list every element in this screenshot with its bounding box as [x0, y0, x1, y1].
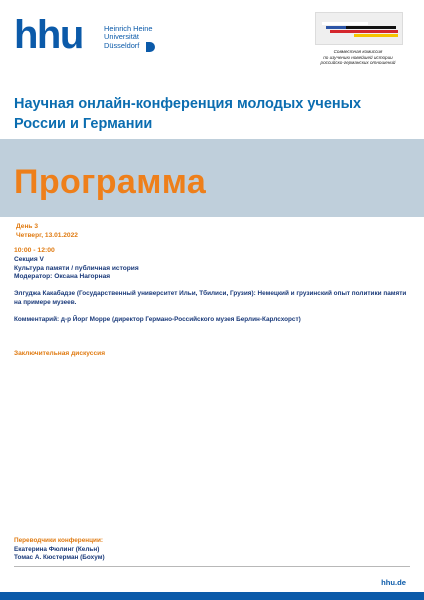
session-moderator: Модератор: Оксана Нагорная [14, 273, 111, 281]
conference-title-line-1: Научная онлайн-конференция молодых ученых [14, 96, 362, 112]
university-line-2: Universität [104, 32, 139, 42]
partner-line-1: Совместная комиссия [333, 49, 383, 54]
partner-commission-logo [315, 12, 403, 64]
flag-emblem-icon [315, 12, 403, 45]
partner-line-2: по изучению новейшей истории [323, 54, 393, 60]
partner-commission-name [303, 49, 413, 66]
program-title: Программа [14, 163, 207, 201]
hhu-logo [14, 16, 104, 54]
conference-title [14, 94, 414, 134]
university-line-3: Düsseldorf [104, 40, 140, 50]
day-label: День 3 [16, 223, 38, 230]
session-block [14, 247, 139, 282]
translators-block [14, 537, 105, 563]
session-topic: Культура памяти / публичная история [14, 264, 139, 272]
translators-label: Переводчики конференции: [14, 537, 104, 544]
partner-line-3: российско-германских отношений [320, 60, 396, 66]
session-section: Секция V [14, 256, 44, 264]
footer-bar [0, 592, 424, 600]
hhu-d-mark-icon [146, 42, 156, 52]
day-info [16, 222, 78, 240]
footer-divider [14, 566, 410, 567]
day-date: Четверг, 13.01.2022 [16, 232, 78, 239]
translator-name: Томас А. Кюстерман (Бохум) [14, 554, 105, 562]
commentary-entry: Комментарий: д-р Йорг Морре (директор Германо-Российского музея Берлин-Карлсхорст) [14, 316, 301, 323]
footer-site-link[interactable]: hhu.de [381, 578, 406, 587]
conference-title-line-2: России и Германии [14, 116, 153, 132]
translator-name: Екатерина Фюлинг (Кельн) [14, 545, 100, 553]
university-line-1: Heinrich Heine [104, 24, 153, 33]
final-discussion: Заключительная дискуссия [14, 350, 106, 357]
talk-entry: Элгуджа Какабадзе (Государственный университет Ильи, Тбилиси, Грузия): Немецкий и грузинский опыт политики памяти на примере музеев. [14, 290, 407, 306]
hhu-logo-text: hhu [14, 16, 83, 54]
session-time: 10:00 - 12:00 [14, 247, 55, 254]
